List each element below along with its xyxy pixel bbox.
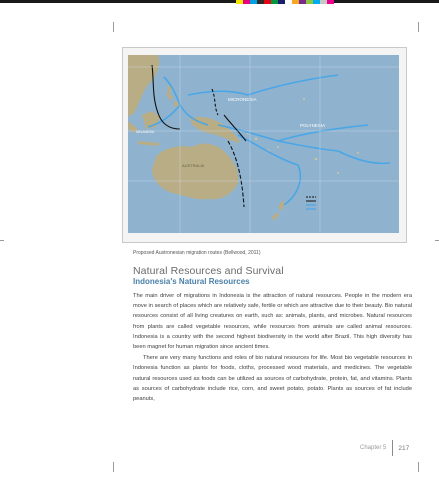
print-color-swatch bbox=[250, 0, 257, 4]
print-color-swatch bbox=[257, 0, 264, 4]
paragraph: The main driver of migrations in Indonesia is the attraction of natural resources. People in the modern era move in search of places which are relatively safe, fertile or which are attractive due to their beauty. Bio natural resources consist of all living creatures on earth, such as: animals, plants, and microbes. Natural resources from plants are called vegetable resources, while resources from animals are called animal resources. Indonesia is a country with the second highest biodiversity in the world after Brazil. This high diversity has been magnet for human migration since ancient times. bbox=[133, 293, 412, 351]
paragraph: There are very many functions and roles of bio natural resources for life. Most bio vegetable resources in Indonesia function as plants for foods, cloths, processed wood materials, and medicines. The vegetable natural resources used as foods can be utilized as sources of carbohydrate, protein, fat, and vitamins. Plants as sources of carbohydrate include rice, corn, and sweet potato, potato. Plants as sources of fat include peanuts, bbox=[133, 355, 412, 403]
print-color-swatch bbox=[285, 0, 292, 4]
migration-map bbox=[128, 55, 399, 233]
region-label-micronesia: MICRONESIA bbox=[228, 97, 257, 102]
print-color-swatch bbox=[278, 0, 285, 4]
page-number: 217 bbox=[398, 444, 410, 452]
crop-mark bbox=[418, 462, 419, 472]
region-label-australia: AUSTRALIA bbox=[182, 163, 205, 168]
crop-mark bbox=[435, 240, 439, 241]
body-text bbox=[133, 291, 412, 404]
print-color-swatch bbox=[236, 0, 243, 4]
map-caption: Proposed Austronesian migration routes (Bellwood, 2011) bbox=[133, 250, 261, 256]
print-color-swatch bbox=[299, 0, 306, 4]
page-footer bbox=[360, 440, 409, 456]
footer-divider bbox=[392, 440, 393, 456]
crop-mark bbox=[0, 240, 4, 241]
print-color-swatch bbox=[313, 0, 320, 4]
print-color-swatch bbox=[243, 0, 250, 4]
print-color-swatch bbox=[320, 0, 327, 4]
print-color-swatch bbox=[306, 0, 313, 4]
chapter-label: Chapter 5 bbox=[360, 445, 387, 451]
print-color-swatch bbox=[271, 0, 278, 4]
region-label-melanesia: MELANESIA bbox=[136, 130, 155, 134]
section-subheading: Indonesia's Natural Resources bbox=[133, 277, 250, 286]
migration-map-svg bbox=[128, 55, 399, 233]
crop-mark bbox=[113, 462, 114, 472]
section-heading: Natural Resources and Survival bbox=[133, 265, 284, 277]
region-label-polynesia: POLYNESIA bbox=[300, 123, 326, 128]
print-color-bar bbox=[236, 0, 334, 4]
print-color-swatch bbox=[264, 0, 271, 4]
print-color-swatch bbox=[327, 0, 334, 4]
print-color-swatch bbox=[292, 0, 299, 4]
top-print-bar bbox=[0, 0, 439, 3]
crop-mark bbox=[418, 22, 419, 32]
crop-mark bbox=[113, 22, 114, 32]
